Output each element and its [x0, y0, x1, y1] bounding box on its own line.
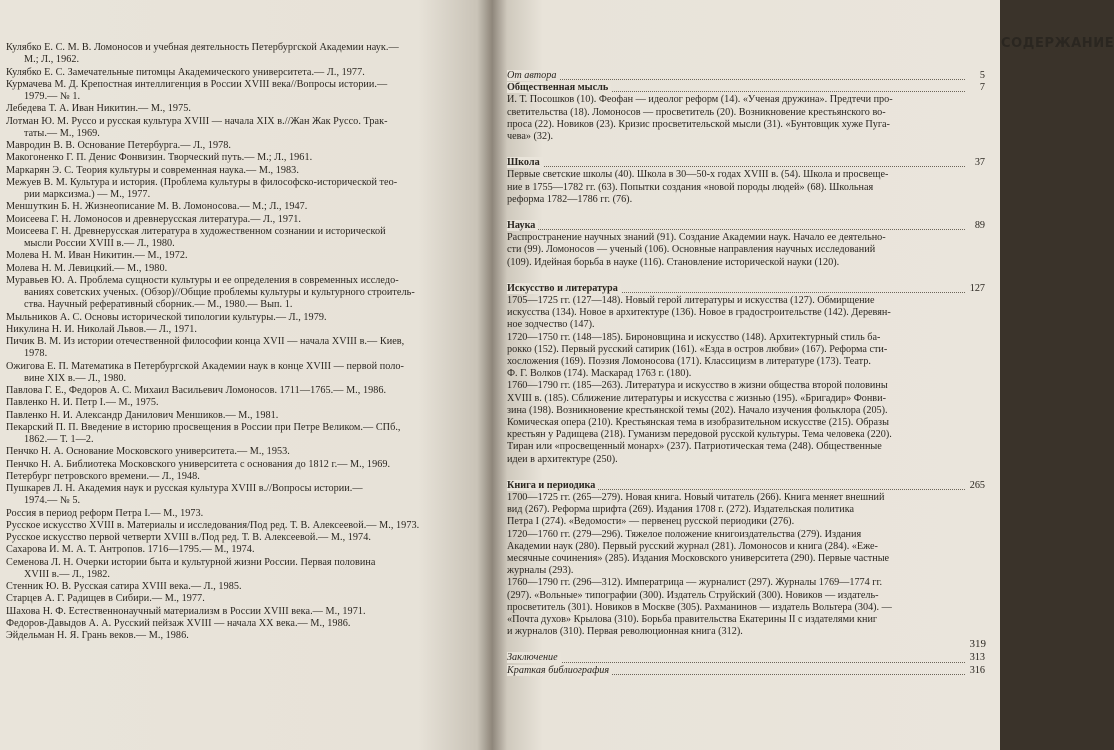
- toc-text-line: 1760—1790 гг. (185—263). Литература и искусство в жизни общества второй половины: [507, 380, 888, 392]
- bibliography-line: Ожигова Е. П. Математика в Петербургской Академии наук в конце XVIII — первой поло-: [6, 360, 404, 372]
- toc-text-line: месячные сочинения» (285). Издания Московского университета (290). Первые частные: [507, 553, 890, 565]
- bibliography-line: Лебедева Т. А. Иван Никитин.— М., 1975.: [6, 103, 191, 115]
- toc-text-line: ное зодчество (147).: [507, 319, 595, 331]
- bibliography-line: Курмачева М. Д. Крепостная интеллигенция в России XVIII века//Вопросы истории.—: [6, 78, 388, 90]
- toc-text-line: Распространение научных знаний (91). Создание Академии наук. Начало ее деятельно-: [507, 232, 886, 244]
- toc-text-line: Комическая опера (210). Крестьянская тема в изобразительном искусстве (215). Образы: [507, 417, 889, 428]
- bibliography-line: Сахарова И. М. А. Т. Антропов. 1716—1795.— М., 1974.: [6, 544, 255, 556]
- toc-text-line: идеи в архитектуре (250).: [507, 453, 618, 465]
- bibliography-line: Моисеева Г. Н. Ломоносов и древнерусская литература.— Л., 1971.: [6, 213, 301, 225]
- toc-text-line: Первые светские школы (40). Школа в 30—50-х годах XVIII в. (54). Школа и просвеще-: [507, 169, 889, 181]
- toc-text-line: рокко (152). Первый русский сатирик (161). «Езда в остров любви» (167). Реформа сти-: [507, 343, 888, 355]
- bibliography-line: Никулина Н. И. Николай Львов.— Л., 1971.: [6, 323, 197, 335]
- bibliography-line: Кулябко Е. С. Замечательные питомцы Академического университета.— Л., 1977.: [6, 66, 365, 78]
- bibliography-line: Моисеева Г. Н. Древнерусская литература в художественном сознании и исторической: [6, 225, 386, 237]
- toc-section-heading: Искусство и литература 127: [507, 282, 985, 294]
- bibliography-list: [6, 42, 478, 642]
- toc-text-line: крестьян у Радищева (218). Гуманизм передовой русской культуры. Тема человека (220).: [507, 429, 892, 441]
- toc-text-line: 1700—1725 гг. (265—279). Новая книга. Новый читатель (266). Книга меняет внешний: [507, 492, 885, 503]
- toc-text-line: 1705—1725 гг. (127—148). Новый герой литературы и искусства (127). Обмирщение: [507, 294, 875, 306]
- bibliography-line: Павленко Н. И. Петр I.— М., 1975.: [6, 397, 159, 409]
- toc-text-line: ние в 1755—1782 гг. (63). Попытки создания «новой породы людей» (68). Школьная: [507, 181, 874, 193]
- bibliography-line: 1974.— № 5.: [24, 495, 81, 507]
- toc-text-line: хосложения (169). Поэзия Ломоносова (171). Классицизм в литературе (173). Театр.: [507, 355, 871, 367]
- bibliography-line: XVIII в.— Л., 1982.: [24, 568, 110, 580]
- toc-text-line: Ф. Г. Волков (174). Маскарад 1763 г. (180).: [507, 368, 692, 380]
- bibliography-line: М.; Л., 1962.: [24, 54, 80, 66]
- toc-section: [507, 283, 985, 466]
- toc-section-heading: Книга и периодика 265: [507, 479, 985, 491]
- bibliography-line: Лотман Ю. М. Руссо и русская культура XVIII — начала XIX в.//Жан Жак Руссо. Трак-: [6, 115, 388, 127]
- bibliography-line: Пекарский П. П. Введение в историю просвещения в России при Петре Великом.— СПб.,: [6, 421, 401, 433]
- toc-text-line: чева» (32).: [507, 130, 554, 142]
- toc-text-line: И. Т. Посошков (10). Феофан — идеолог реформ (14). «Ученая дружина». Предтечи про-: [507, 94, 893, 106]
- toc-section: [507, 157, 985, 206]
- bibliography-line: мысли России XVIII в.— Л., 1980.: [24, 238, 175, 249]
- bibliography-line: 1979.— № 1.: [24, 91, 81, 102]
- toc-section-text: [507, 295, 985, 466]
- bibliography-line: Молева Н. М. Иван Никитин.— М., 1972.: [6, 250, 188, 262]
- toc-text-line: светительства (18). Ломоносов — просветитель (20). Возникновение крестьянского во-: [507, 106, 886, 118]
- toc-text-line: Тиран или «просвещенный монарх» (237). Патриотическая тема (248). Общественные: [507, 441, 882, 453]
- toc-text-line: проса (22). Новиков (23). Кризис просветительской мысли (31). «Бунтовщик хуже Пуга-: [507, 118, 890, 130]
- toc-section: [507, 82, 985, 143]
- toc-text-line: журналы (293).: [507, 565, 574, 577]
- bibliography-line: Павлова Г. Е., Федоров А. С. Михаил Васильевич Ломоносов. 1711—1765.— М., 1986.: [6, 385, 387, 396]
- bibliography-line: Молева Н. М. Левицкий.— М., 1980.: [6, 262, 168, 274]
- toc-text-line: и журналов (310). Первая революционная книга (312).: [507, 626, 743, 638]
- toc-entry-bibliography: Краткая библиография 316: [507, 664, 985, 676]
- toc-section-text: [507, 232, 985, 269]
- toc-entry-conclusion: Заключение 313: [507, 652, 985, 664]
- bibliography-line: Эйдельман Н. Я. Грань веков.— М., 1986.: [6, 630, 189, 641]
- bibliography-line: вине XIX в.— Л., 1980.: [24, 372, 127, 384]
- toc-text-line: вид (267). Реформа шрифта (269). Издания 1708 г. (272). Издательская политика: [507, 504, 855, 516]
- toc-text-line: XVIII в. (185). Сближение литературы и искусства с жизнью (195). «Бригадир» Фонви-: [507, 392, 886, 404]
- bibliography-line: Кулябко Е. С. М. В. Ломоносов и учебная деятельность Петербургской Академии наук.—: [6, 42, 399, 53]
- bibliography-line: Мыльников А. С. Основы исторической типологии культуры.— Л., 1979.: [6, 311, 327, 323]
- toc-text-line: Академии наук (280). Первый русский журнал (281). Ломоносов и книга (284). «Еже-: [507, 540, 878, 552]
- bibliography-line: Пенчко Н. А. Основание Московского университета.— М., 1953.: [6, 446, 290, 458]
- toc-text-line: 1720—1760 гг. (279—296). Тяжелое положение книгоиздательства (279). Издания: [507, 528, 862, 540]
- toc-entry-from-author: От автора 5: [507, 70, 985, 81]
- page-number: 319: [969, 638, 986, 650]
- toc-text-line: искусства (134). Новое в архитектуре (136). Новое в градостроительстве (142). Деревян-: [507, 307, 891, 319]
- toc-section-heading: Школа 37: [507, 157, 985, 169]
- bibliography-line: Шахова Н. Ф. Естественнонаучный материализм в России XVIII века.— М., 1971.: [6, 605, 366, 617]
- bibliography-line: таты.— М., 1969.: [24, 127, 100, 139]
- toc-text-line: просветитель (301). Новиков в Москве (305). Рахманинов — издатель Вольтера (304). —: [507, 601, 892, 613]
- bibliography-line: Пичик В. М. Из истории отечественной философии конца XVII — начала XVIII в.— Киев,: [6, 336, 405, 347]
- bibliography-line: 1862.— Т. 1—2.: [24, 434, 94, 445]
- left-page: [0, 0, 492, 750]
- bibliography-line: Стенник Ю. В. Русская сатира XVIII века.— Л., 1985.: [6, 581, 242, 592]
- bibliography-line: рии марксизма.) — М., 1977.: [24, 189, 151, 200]
- bibliography-line: Муравьев Ю. А. Проблема сущности культуры и ее определения в современных исследо-: [6, 274, 399, 286]
- bibliography-line: Мавродин В. В. Основание Петербурга.— Л., 1978.: [6, 140, 232, 151]
- toc-text-line: 1760—1790 гг. (296—312). Императрица — журналист (297). Журналы 1769—1774 гг.: [507, 577, 883, 589]
- toc-text-line: Петра I (274). «Ведомости» — первенец русской периодики (276).: [507, 516, 795, 528]
- toc-section-heading: Общественная мысль 7: [507, 82, 985, 94]
- bibliography-line: Меншуткин Б. Н. Жизнеописание М. В. Ломоносова.— М.; Л., 1947.: [6, 201, 308, 213]
- toc-text-line: (109). Идейная борьба в науке (116). Становление исторической науки (120).: [507, 256, 840, 268]
- bibliography-line: Россия в период реформ Петра I.— М., 1973.: [6, 507, 204, 519]
- toc-section-text: [507, 169, 985, 206]
- toc-section-text: [507, 492, 985, 638]
- toc-section-text: [507, 94, 985, 143]
- bibliography-line: Семенова Л. Н. Очерки истории быта и культурной жизни России. Первая половина: [6, 556, 376, 568]
- bibliography-line: Маркарян Э. С. Теория культуры и современная наука.— М., 1983.: [6, 164, 299, 176]
- bibliography-line: Русское искусство первой четверти XVIII в./Под ред. Т. В. Алексеевой.— М., 1974.: [6, 532, 371, 543]
- toc-text-line: 1720—1750 гг. (148—185). Бироновщина и искусство (148). Архитектурный стиль ба-: [507, 331, 881, 343]
- bibliography-line: Петербург петровского времени.— Л., 1948.: [6, 470, 200, 482]
- toc-text-line: (297). «Вольные» типографии (300). Издатель Струйский (300). Новиков — издатель-: [507, 589, 879, 601]
- bibliography-line: Пенчко Н. А. Библиотека Московского университета с основания до 1812 г.— М., 1969.: [6, 458, 391, 470]
- bibliography-line: Пушкарев Л. Н. Академия наук и русская культура XVIII в.//Вопросы истории.—: [6, 483, 363, 494]
- toc-text-line: сти (99). Ломоносов — ученый (106). Основные направления научных исследований: [507, 244, 876, 256]
- bibliography-line: 1978.: [24, 348, 48, 360]
- bibliography-line: Макогоненко Г. П. Денис Фонвизин. Творческий путь.— М.; Л., 1961.: [6, 152, 313, 164]
- bibliography-line: Павленко Н. И. Александр Данилович Меншиков.— М., 1981.: [6, 409, 279, 421]
- bibliography-line: Федоров-Давыдов А. А. Русский пейзаж XVIII — начала XX века.— М., 1986.: [6, 617, 351, 629]
- toc-text-line: «Почта духов» Крылова (310). Борьба правительства Екатерины II с издателями книг: [507, 614, 878, 626]
- toc-text-line: зина (198). Возникновение крестьянской темы (202). Начало изучения фольклора (205).: [507, 404, 888, 416]
- bibliography-line: Межуев В. М. Культура и история. (Проблема культуры в философско-исторической тео-: [6, 176, 398, 188]
- toc-section: [507, 480, 985, 639]
- bibliography-line: ства. Научный реферативный сборник.— М., 1980.— Вып. 1.: [24, 299, 293, 311]
- bibliography-line: Старцев А. Г. Радищев в Сибири.— М., 1977.: [6, 593, 205, 605]
- bibliography-line: ваниях советских ученых. (Обзор)//Общие проблемы культуры и культурного строитель-: [24, 287, 415, 298]
- toc-section: [507, 220, 985, 269]
- bibliography-line: Русское искусство XVIII в. Материалы и исследования/Под ред. Т. В. Алексеевой.— М., 1973.: [6, 519, 420, 531]
- toc-section-heading: Наука 89: [507, 219, 985, 231]
- toc-text-line: реформа 1782—1786 гг. (76).: [507, 193, 633, 205]
- table-of-contents: [507, 70, 985, 677]
- page-title: СОДЕРЖАНИЕ: [1001, 36, 1114, 51]
